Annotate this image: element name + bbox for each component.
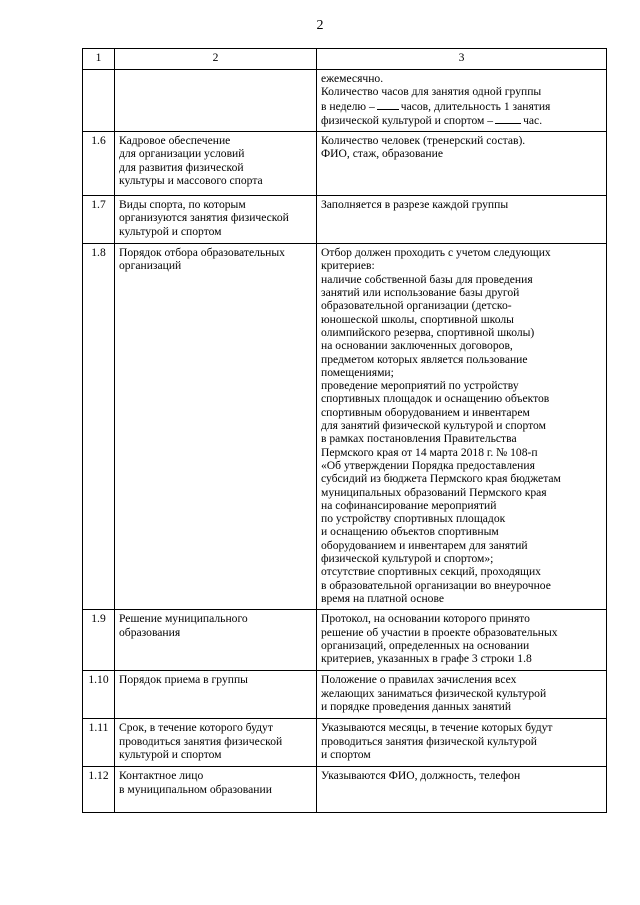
text-line: желающих заниматься физической культурой: [321, 686, 547, 700]
text-line: «Об утверждении Порядка предоставления: [321, 458, 535, 472]
text-line: ФИО, стаж, образование: [321, 147, 443, 161]
text-line: занятий или использование базы другой: [321, 286, 520, 300]
text-line: в рамках постановления Правительства: [321, 432, 517, 446]
fill-in-blank: [377, 99, 399, 110]
text-fragment: часов, длительность 1 занятия: [400, 99, 551, 113]
text-line: Виды спорта, по которым: [119, 198, 246, 212]
table-body: [83, 132, 607, 813]
table-row: [83, 244, 607, 610]
text-line: Указываются ФИО, должность, телефон: [321, 769, 521, 783]
text-line: культурой и спортом: [119, 747, 222, 761]
table-row: [83, 671, 607, 719]
text-line: для организации условий: [119, 147, 245, 161]
text-line: физической культурой и спортом»;: [321, 552, 494, 566]
text-line: оборудованием и инвентарем для занятий: [321, 538, 528, 552]
table-row-continuation: [83, 70, 607, 132]
row-title-cell: [115, 767, 317, 813]
text-line: для развития физической: [119, 160, 244, 174]
row-title-cell: [115, 196, 317, 244]
table-row: [83, 132, 607, 196]
text-line: муниципальных образований Пермского края: [321, 485, 547, 499]
text-line: Порядок отбора образовательных: [119, 246, 285, 260]
text-line: Кадровое обеспечение: [119, 134, 231, 148]
text-line: спортивным оборудованием и инвентарем: [321, 405, 530, 419]
text-line: [321, 99, 602, 113]
text-line: Количество часов для занятия одной группы: [321, 85, 542, 99]
row-description-cell: [317, 610, 607, 671]
text-line: юношеской школы, спортивной школы: [321, 312, 514, 326]
column-header-3: 3: [317, 49, 607, 70]
text-line: Контактное лицо: [119, 769, 204, 783]
text-line: Отбор должен проходить с учетом следующих: [321, 246, 551, 260]
table-header-row: [83, 49, 607, 70]
text-line: проводиться занятия физической: [119, 734, 283, 748]
text-line: организуются занятия физической: [119, 211, 289, 225]
row-description-cell: [317, 70, 607, 132]
text-line: Решение муниципального: [119, 612, 248, 626]
text-line: субсидий из бюджета Пермского края бюджетам: [321, 472, 561, 486]
table-row: [83, 719, 607, 767]
text-line: и оснащению объектов спортивным: [321, 525, 499, 539]
row-description-cell: [317, 196, 607, 244]
text-line: организаций, определенных на основании: [321, 638, 530, 652]
text-line: и спортом: [321, 747, 371, 761]
row-title-cell: [115, 719, 317, 767]
row-number-cell: [83, 70, 115, 132]
column-header-1: 1: [83, 49, 115, 70]
text-line: Протокол, на основании которого принято: [321, 612, 530, 626]
text-line: проведение мероприятий по устройству: [321, 379, 519, 393]
text-line: культуры и массового спорта: [119, 174, 263, 188]
text-line: предметом которых является пользование: [321, 352, 528, 366]
text-line: Положение о правилах зачисления всех: [321, 673, 517, 687]
text-line: образовательной организации (детско-: [321, 299, 512, 313]
text-line: критериев:: [321, 259, 375, 273]
fill-in-blank: [495, 113, 521, 124]
row-number-cell: 1.10: [83, 671, 115, 719]
text-line: для занятий физической культурой и спортом: [321, 419, 546, 433]
text-line: организаций: [119, 259, 182, 273]
text-line: в образовательной организации во внеурочное: [321, 578, 551, 592]
text-line: Порядок приема в группы: [119, 673, 248, 687]
row-number-cell: 1.12: [83, 767, 115, 813]
text-line: отсутствие спортивных секций, проходящих: [321, 565, 541, 579]
row-description-cell: [317, 719, 607, 767]
row-title-cell: [115, 671, 317, 719]
text-line: олимпийского резерва, спортивной школы): [321, 325, 535, 339]
text-line: на основании заключенных договоров,: [321, 339, 513, 353]
text-line: культурой и спортом: [119, 224, 222, 238]
text-line: в муниципальном образовании: [119, 782, 272, 796]
row-title-cell: [115, 244, 317, 610]
row-description-cell: [317, 132, 607, 196]
text-line: время на платной основе: [321, 591, 445, 605]
row-number-cell: 1.9: [83, 610, 115, 671]
row-description-cell: [317, 671, 607, 719]
row-description-cell: [317, 767, 607, 813]
row-title-cell: [115, 70, 317, 132]
table-row: [83, 196, 607, 244]
text-line: Пермского края от 14 марта 2018 г. № 108-п: [321, 445, 538, 459]
row-number-cell: 1.8: [83, 244, 115, 610]
text-line: проводиться занятия физической культурой: [321, 734, 538, 748]
text-line: критериев, указанных в графе 3 строки 1.8: [321, 652, 532, 666]
text-line: на софинансирование мероприятий: [321, 498, 497, 512]
text-fragment: в неделю –: [321, 99, 375, 113]
form-table: [82, 48, 607, 813]
row-number-cell: 1.7: [83, 196, 115, 244]
text-line: Указываются месяцы, в течение которых будут: [321, 721, 553, 735]
text-line: наличие собственной базы для проведения: [321, 272, 533, 286]
text-line: [321, 113, 602, 127]
text-line: спортивных площадок и оснащению объектов: [321, 392, 550, 406]
text-fragment: физической культурой и спортом –: [321, 113, 494, 127]
column-header-2: 2: [115, 49, 317, 70]
text-line: Заполняется в разрезе каждой группы: [321, 198, 509, 212]
text-line: ежемесячно.: [321, 72, 384, 85]
row-title-cell: [115, 610, 317, 671]
text-line: Срок, в течение которого будут: [119, 721, 273, 735]
text-line: решение об участии в проекте образовательных: [321, 625, 558, 639]
row-number-cell: 1.11: [83, 719, 115, 767]
text-line: помещениями;: [321, 365, 394, 379]
text-line: образования: [119, 625, 181, 639]
text-fragment: час.: [523, 113, 543, 127]
text-line: по устройству спортивных площадок: [321, 512, 506, 526]
text-line: и порядке проведения данных занятий: [321, 699, 512, 713]
page-number: 2: [316, 18, 324, 33]
text-line: Количество человек (тренерский состав).: [321, 134, 526, 148]
row-title-cell: [115, 132, 317, 196]
row-description-cell: [317, 244, 607, 610]
table-row: [83, 767, 607, 813]
row-number-cell: 1.6: [83, 132, 115, 196]
table-row: [83, 610, 607, 671]
